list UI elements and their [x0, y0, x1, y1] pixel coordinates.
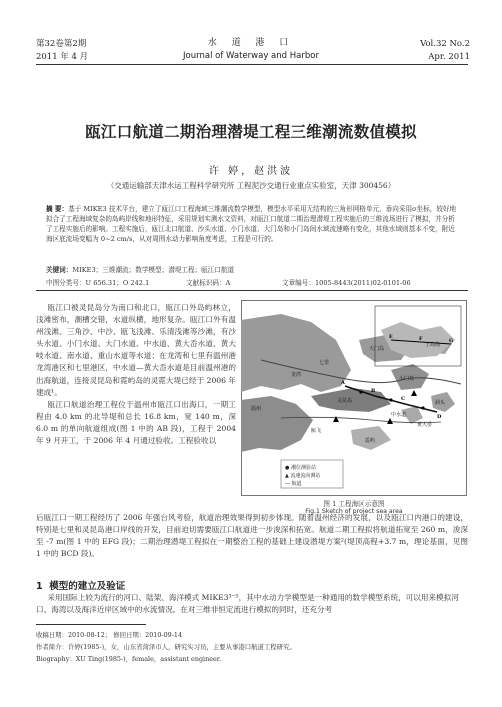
point-label-d: D — [437, 414, 442, 420]
place-label-longwan: 龙湾 — [291, 372, 302, 378]
section-number: 1 — [36, 581, 43, 592]
date-en: Apr. 2011 — [428, 52, 470, 62]
section-title: 模型的建立及验证 — [49, 581, 126, 592]
point-label-c: C — [401, 396, 405, 402]
abstract — [46, 204, 458, 244]
intro-column — [36, 302, 236, 447]
keywords-text: MIKE3；三维潮流；数学模型；潜堤工程；瓯江口航道 — [72, 266, 235, 274]
point-label-e: E — [389, 334, 393, 340]
volume-issue-cn: 第32卷第2期 — [36, 39, 87, 49]
journal-name-cn: 水 道 港 口 — [207, 38, 295, 48]
keywords — [46, 264, 458, 274]
document-code: 文献标识码：A — [186, 279, 231, 287]
legend-item-2: ▲ 流速流向测站 — [285, 473, 321, 479]
place-label-wenzhou: 温州 — [251, 406, 262, 412]
place-label-damen: 大门岛 — [369, 346, 385, 352]
place-label-huangdaao: 黄大岙 — [417, 422, 433, 428]
place-label-lingkun: 灵昆岛 — [337, 398, 353, 404]
place-label-nixu: 霓屿 — [365, 438, 376, 444]
figure-caption-en: Fig.1 Sketch of project sea area — [305, 508, 403, 515]
affiliation: （交通运输部天津水运工程科学研究所 工程泥沙交通行业重点实验室，天津 300456） — [106, 181, 396, 190]
section-heading — [36, 578, 125, 592]
figure-caption-cn: 图 1 工程海区示意图 — [323, 500, 385, 508]
body-paragraph-full: 后瓯江口一期工程经历了 2006 年强台风考验，航道治理效果得到初步体现。随着温州经济的发展，以及瓯江口内港口的建设，特别是七里和灵昆岛港口岸线的开发，目前迫切需要瓯江口航道进一步浚深和拓宽。航道二期工程拟将航道拓宽至 260 m，浚深至 -7 m(图 1 中的 EFG 段)；二期治理潜堤工程拟在一期整治工程的基础上建设潜堤方案²(堤顶高程+3.7 m，理论基面，见图 1 中的 BCD 段)。 — [36, 513, 468, 559]
footnote-author-cn: 作者简介：许婷(1985-)，女，山东省菏泽市人，研究实习员，主要从事港口航道工程研究。 — [36, 643, 296, 651]
footnote-biography: Biography：XU Ting(1985-)，female，assistant engineer. — [36, 655, 222, 663]
keywords-label: 关键词： — [46, 266, 73, 274]
abstract-label: 摘 要： — [46, 205, 69, 213]
volume-issue-en: Vol.32 No.2 — [420, 39, 470, 49]
journal-name-en: Journal of Waterway and Harbor — [183, 51, 319, 61]
point-label-f: F — [419, 336, 423, 342]
point-label-b: B — [371, 388, 376, 394]
place-label-qili: 七里 — [319, 360, 330, 366]
intro-paragraph-1: 瓯江口被灵昆岛分为南口和北口，瓯江口外岛屿林立，浅滩密布，潮槽交错，水道纵横，地形复杂。瓯江口外有温州浅滩、三角沙、中沙、瓯飞浅滩、乐清浅滩等沙滩，有沙头水道、小门水道、大门水道、中水道、黄大岙水道、黄大岐水道、南水道、重山水道等水道；在龙湾和七里有温州港龙湾港区和七里港区，中水道—黄大岙水道是目前温州港的出海航道，连接灵昆岛和霓屿岛的灵霓大堤已经于 2006 年建成¹。 — [36, 303, 236, 397]
legend-item-1: ● 潮位测验站 — [285, 465, 316, 471]
section-text: 采用国际上较为流行的河口、陆架、海洋模式 MIKE3³⁻⁵，其中水动力学模型是一种通用的数学模型系统，可以用来模拟河口、海湾以及海洋近岸区域中的水流情况。在对三维非恒定流进行模拟的同时，还充分考 — [36, 593, 459, 615]
intro-paragraph-2: 瓯江口航道治理工程位于温州市瓯江口出海口，一期工程由 4.0 km 的北导堤和总长 16.8 km，宽 140 m，深 6.0 m 的单向航道组成(图 1 中的 AB 段)，工程于 2004 年 9 月开工，于 2006 年 4 月通过验收。工程验收以 — [36, 399, 236, 446]
abstract-text: 基于 MIKE3 技术平台，建立了瓯江口工程海域三维潮流数学模型，模型水平采用无结构的三角形网格单元，垂向采用σ坐标，较好地拟合了工程海域复杂的岛屿岸线和地形特征，采用规划实测水文资料，对瓯江口航道二期治理潜堤工程实施后的三维流场进行了模拟，并分析了工程实施后的影响。工程实施后，瓯江北口航道、沙头水道、小门水道、大门岛和小门岛间水域流速略有变化，其他水域则基本不变，附近海区底流场变幅为 0~2 cm/s，从对周围水动力影响角度考虑，工程是可行的。 — [46, 205, 457, 244]
point-label-g: G — [449, 338, 454, 344]
place-label-xiaomen: 小门岛 — [399, 376, 415, 382]
abstract-rule — [36, 290, 468, 291]
header-rule — [36, 64, 468, 65]
footnote-rule — [36, 624, 146, 625]
authors: 许 婷，赵洪波 — [208, 166, 294, 177]
clc-number: 中图分类号：U 656.31；O 242.1 — [46, 279, 150, 287]
place-label-dongtou: 洞头 — [435, 400, 446, 406]
place-label-wangdao: 王岛岛 — [425, 342, 441, 348]
article-number: 文章编号：1005-8443(2011)02-0101-06 — [282, 279, 411, 287]
point-label-a: A — [341, 380, 345, 386]
project-area-map — [241, 300, 467, 496]
place-label-zhongshuidao: 中水道 — [391, 412, 407, 418]
legend-item-3: — 航道 — [285, 481, 302, 487]
paper-title: 瓯江口航道二期治理潜堤工程三维潮流数值模拟 — [85, 123, 417, 141]
place-label-oufei: 瓯飞 — [311, 428, 322, 434]
footnote-received: 收稿日期：2010-08-12； 修回日期：2010-09-14 — [36, 631, 183, 639]
date-cn: 2011 年 4 月 — [36, 52, 89, 62]
